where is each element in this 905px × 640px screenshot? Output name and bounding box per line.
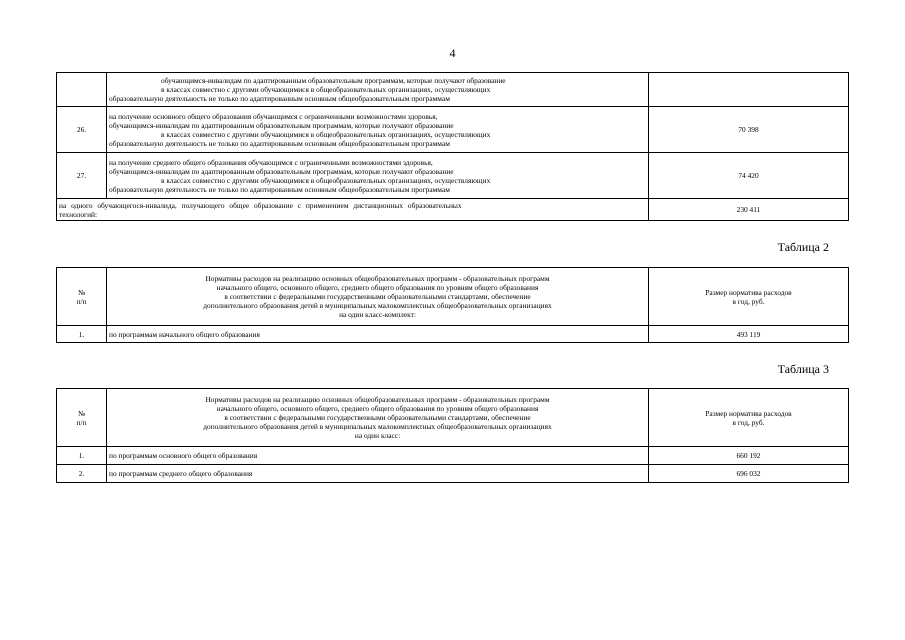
table-summary-row (57, 199, 849, 221)
row-number: 1. (57, 447, 107, 465)
row-value: 696 032 (649, 465, 849, 483)
header-value: Размер норматива расходов в год, руб. (649, 268, 849, 326)
header-number: № п/п (57, 268, 107, 326)
row-description: по программам основного общего образования (107, 447, 649, 465)
table-row (57, 447, 849, 465)
header-description: Нормативы расходов на реализацию основных общеобразовательных программ - образовательных программ начального общего, основного общего, среднего общего образования по уровням общего образования в соответствии с федеральными государственными образовательными стандартами, обеспечение дополнительного образования детей в муниципальных малокомплектных общеобразовательных организациях на один класс: (107, 389, 649, 447)
table-3-caption: Таблица 3 (777, 362, 829, 376)
table-1 (56, 72, 849, 221)
table-header-row (57, 389, 849, 447)
table-row (57, 107, 849, 153)
row-number (57, 73, 107, 107)
summary-description: на одного обучающегося-инвалида, получающего общее образование с применением дистанционных образовательных технологий: (57, 199, 649, 221)
row-description: на получение среднего общего образования обучающимся с ограниченными возможностями здоровья, обучающимся-инвалидам по адаптированным образовательным программам, которые получают образование в классах совместно с другими обучающимися в общеобразовательных организациях, осуществляющих образовательную деятельность не только по адаптированным основным общеобразовательным программам (107, 153, 649, 199)
header-description: Нормативы расходов на реализацию основных общеобразовательных программ - образовательных программ начального общего, основного общего, среднего общего образования по уровням общего образования в соответствии с федеральными государственными образовательными стандартами, обеспечение дополнительного образования детей в муниципальных малокомплектных общеобразовательных организациях на один класс-комплект: (107, 268, 649, 326)
table-3 (56, 388, 849, 483)
table-row (57, 326, 849, 343)
table-row (57, 153, 849, 199)
row-number: 26. (57, 107, 107, 153)
row-value: 70 398 (649, 107, 849, 153)
page-number: 4 (449, 46, 456, 60)
summary-value: 230 411 (649, 199, 849, 221)
row-description: по программам начального общего образования (107, 326, 649, 343)
table-header-row (57, 268, 849, 326)
row-number: 2. (57, 465, 107, 483)
row-number: 1. (57, 326, 107, 343)
row-value: 74 420 (649, 153, 849, 199)
row-description: обучающимся-инвалидам по адаптированным образовательным программам, которые получают образование в классах совместно с другими обучающимися в общеобразовательных организациях, осуществляющих образовательную деятельность не только по адаптированным основным общеобразовательным программам (107, 73, 649, 107)
header-value: Размер норматива расходов в год, руб. (649, 389, 849, 447)
table-2 (56, 267, 849, 343)
row-value: 660 192 (649, 447, 849, 465)
table-row (57, 465, 849, 483)
row-description: на получение основного общего образования обучающимся с ограниченными возможностями здоровья, обучающимся-инвалидам по адаптированным образовательным программам, которые получают образование в классах совместно с другими обучающимися в общеобразовательных организациях, осуществляющих образовательную деятельность не только по адаптированным основным общеобразовательным программам (107, 107, 649, 153)
table-2-caption: Таблица 2 (777, 240, 829, 254)
table-row (57, 73, 849, 107)
header-number: № п/п (57, 389, 107, 447)
row-value: 493 119 (649, 326, 849, 343)
row-number: 27. (57, 153, 107, 199)
row-description: по программам среднего общего образования (107, 465, 649, 483)
row-value (649, 73, 849, 107)
